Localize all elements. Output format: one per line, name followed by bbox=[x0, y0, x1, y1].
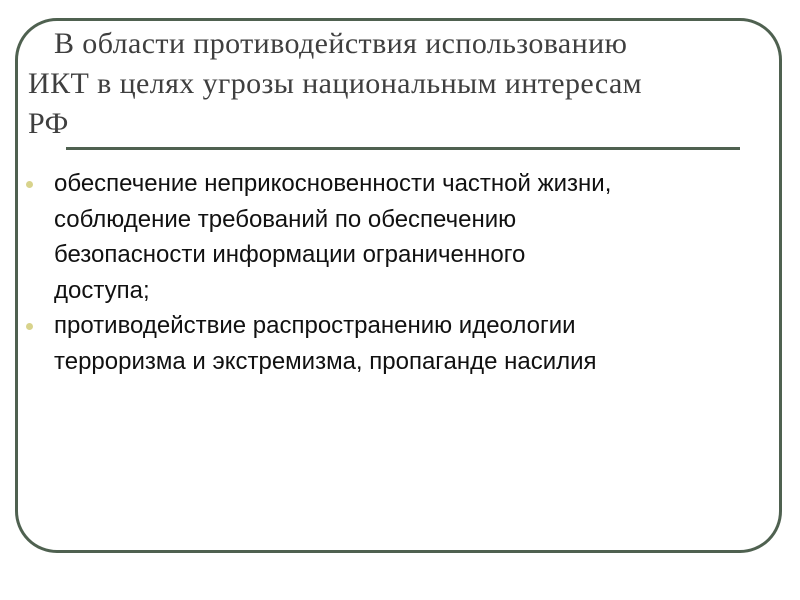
bullet-text-line: обеспечение неприкосновенности частной жизни, bbox=[54, 170, 612, 197]
bullet-text-line: терроризма и экстремизма, пропаганде насилия bbox=[54, 347, 597, 375]
title-underline bbox=[66, 147, 740, 150]
bullet-dot-icon bbox=[26, 181, 33, 188]
slide-title bbox=[28, 24, 768, 144]
bullet-text-line: доступа; bbox=[54, 276, 150, 304]
bullet-item bbox=[24, 308, 784, 379]
title-line: В области противодействия использованию bbox=[54, 27, 628, 60]
bullet-text-line: безопасности информации ограниченного bbox=[54, 241, 526, 268]
title-line: ИКТ в целях угрозы национальным интересам bbox=[28, 67, 643, 100]
bullet-item bbox=[24, 166, 784, 308]
bullet-dot-icon bbox=[26, 323, 33, 330]
bullet-text-line: соблюдение требований по обеспечению bbox=[54, 205, 517, 233]
bullet-text-line: противодействие распространению идеологии bbox=[54, 312, 576, 339]
title-line: РФ bbox=[28, 107, 69, 140]
bullet-list bbox=[24, 166, 784, 379]
